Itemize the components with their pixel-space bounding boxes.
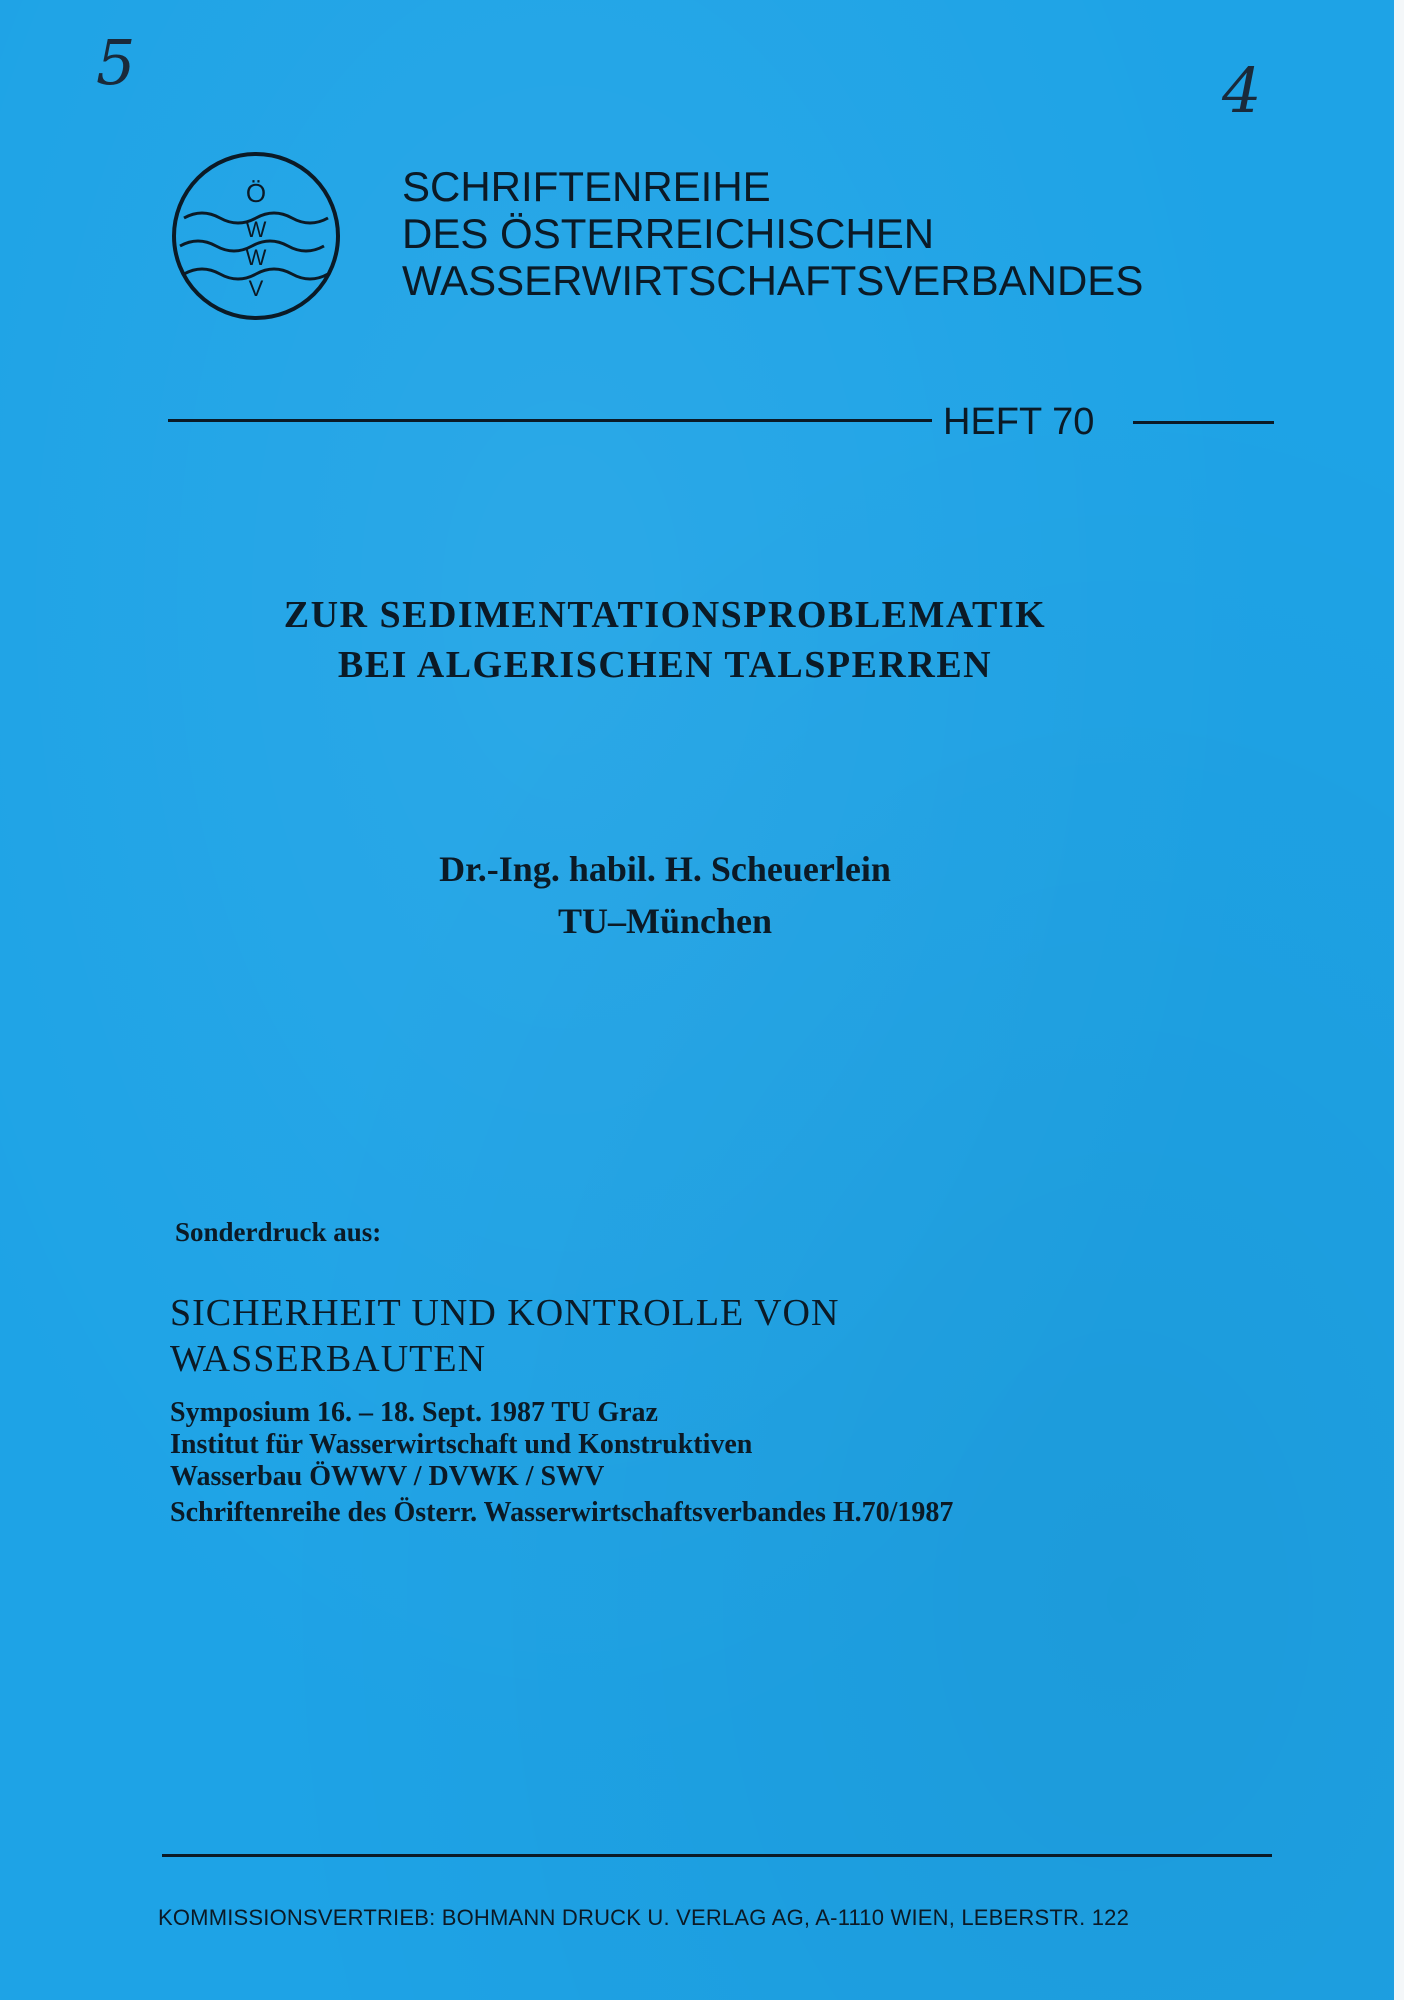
scan-edge	[1394, 0, 1404, 2000]
reprint-label: Sonderdruck aus:	[175, 1217, 382, 1247]
detail-series: Schriftenreihe des Österr. Wasserwirtschaftsverbandes H.70/1987	[170, 1497, 954, 1528]
detail-organizations: Wasserbau ÖWWV / DVWK / SWV	[170, 1461, 605, 1492]
handwritten-number-right: 4	[1222, 54, 1262, 127]
author-affiliation: TU–München	[557, 901, 773, 941]
logo-letter-3: W	[245, 245, 267, 270]
series-line-2: DES ÖSTERREICHISCHEN	[402, 210, 935, 257]
source-title-line-2: WASSERBAUTEN	[170, 1338, 487, 1380]
source-title	[170, 1290, 1170, 1382]
owwv-logo	[170, 150, 342, 322]
series-line-1: SCHRIFTENREIHE	[402, 163, 771, 210]
detail-symposium: Symposium 16. – 18. Sept. 1987 TU Graz	[170, 1397, 658, 1428]
logo-letter-1: Ö	[245, 178, 267, 208]
issue-rule	[168, 400, 1274, 450]
issue-label: HEFT 70	[943, 401, 1095, 443]
bottom-rule	[162, 1854, 1272, 1857]
author-block	[250, 843, 1080, 947]
source-details	[170, 1397, 1320, 1529]
publication-title	[160, 590, 1170, 690]
title-line-1: ZUR SEDIMENTATIONSPROBLEMATIK	[283, 594, 1047, 636]
title-line-2: BEI ALGERISCHEN TALSPERREN	[337, 644, 993, 686]
rule-left	[168, 419, 932, 422]
distribution-imprint: KOMMISSIONSVERTRIEB: BOHMANN DRUCK U. VERLAG AG, A-1110 WIEN, LEBERSTR. 122	[158, 1905, 1130, 1930]
author-name: Dr.-Ing. habil. H. Scheuerlein	[439, 849, 891, 889]
handwritten-number-left: 5	[96, 26, 136, 99]
detail-institute: Institut für Wasserwirtschaft und Konstruktiven	[170, 1429, 753, 1460]
logo-letter-2: W	[245, 217, 267, 242]
logo-letter-4: V	[248, 276, 264, 301]
series-line-3: WASSERWIRTSCHAFTSVERBANDES	[402, 257, 1144, 304]
source-title-line-1: SICHERHEIT UND KONTROLLE VON	[170, 1292, 840, 1334]
series-title	[402, 163, 1143, 304]
rule-right	[1133, 421, 1274, 424]
